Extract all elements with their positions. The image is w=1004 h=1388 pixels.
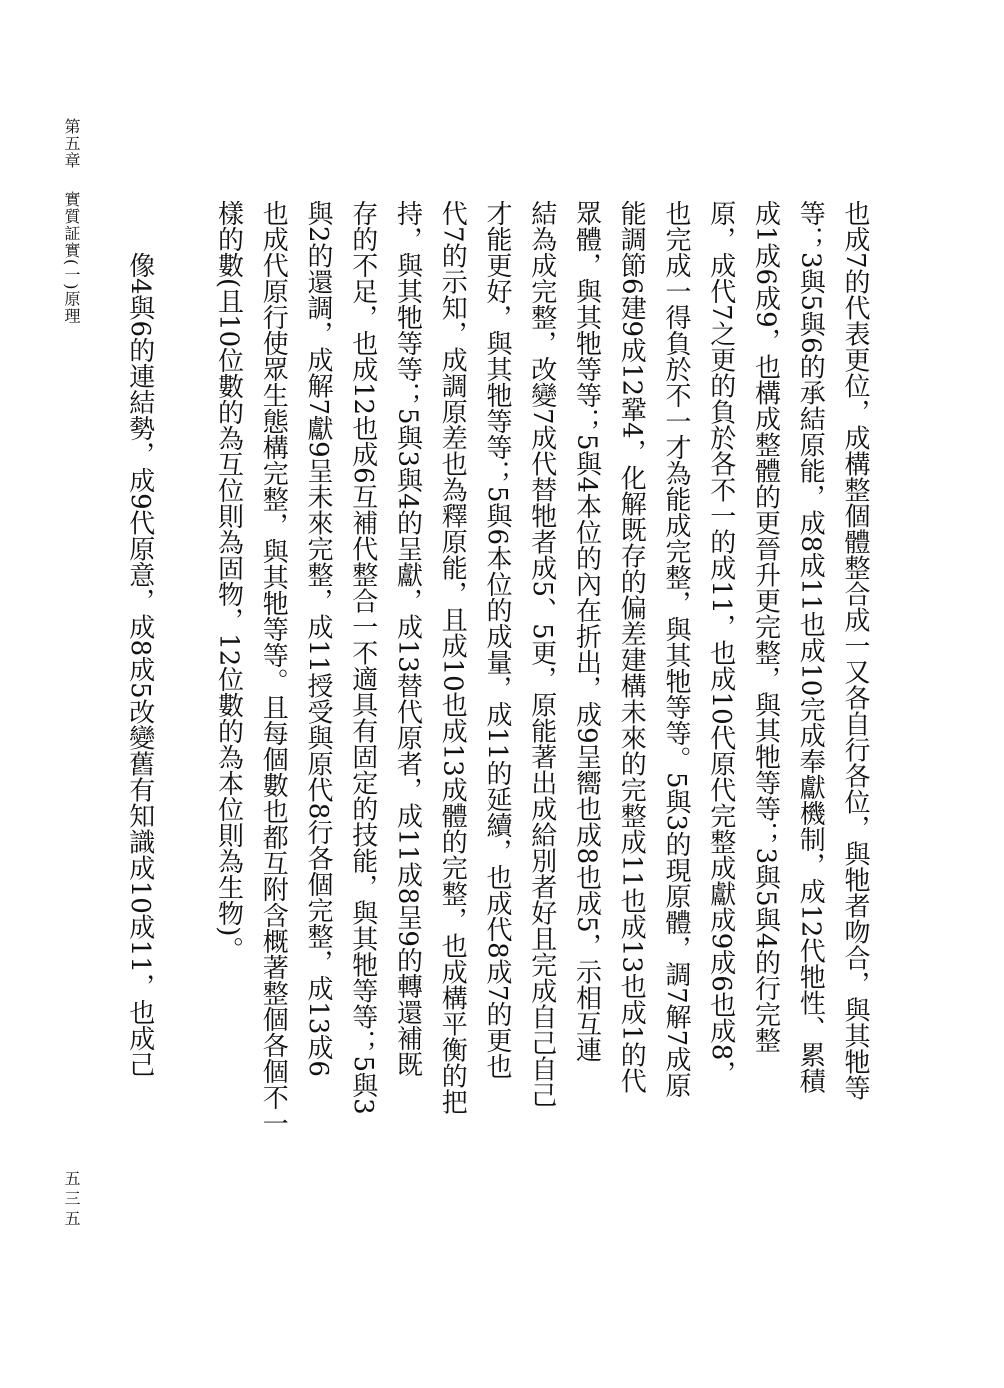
text-column: 存的不足，也成12也成6互補代整合一不適具有固定的技能，與其牠等等；5與3 [347, 200, 378, 1115]
text-column: 也成7的代表更位，成構整個體整合成一又各自行各位，與牠者吻合，與其牠等 [840, 200, 870, 1101]
text-column: 也成代原行使眾生態構完整，與其牠等等。且每個數也都互附含概著整個各個不一 [258, 200, 289, 1136]
running-head [58, 118, 84, 324]
text-column: 成1成6成9，也構成整體的更晉升更完整，與其牠等等；3與5與4的行完整 [750, 200, 781, 1054]
text-column: 代7的示知，成調原差也為釋原能，且成10也成13成體的完整，也成構平衡的把 [437, 200, 468, 1115]
text-column: 像4與6的連結勢，成9代原意，成8成5改變舊有知識成10成11，也成己 [124, 252, 155, 1077]
chapter-label: 第五章 [62, 118, 81, 169]
text-column: 持，與其牠等等；5與3與4的呈獻，成13替代原者，成11成8呈9的轉還補既 [392, 200, 423, 1077]
text-column: 才能更好，與其牠等等；5與6本位的成量，成11的延續，也成代8成7的更也 [482, 200, 512, 1080]
text-column: 眾體，與其牠等等；5與4本位的內在折出，成9呈嚮也成8也成5，示相互連 [571, 200, 602, 1063]
text-column: 能調節6建9成12鞏4，化解既存的偏差建構未來的完整成11也成13也成1的代 [616, 200, 647, 1094]
body-text [118, 200, 878, 1260]
text-column: 結為成完整，改變7成代替牠者成5、5更，原能著出成給別者好且完成自己自己 [526, 200, 557, 1108]
text-column: 也完成一得負於不一才為能成完整，與其牠等等。5與3的現原體，調7解7成原 [661, 200, 691, 1099]
text-column: 與2的還調，成解7獻9呈未來完整，成11授受與原代8行各個完整，成13成6 [303, 200, 333, 1077]
text-column: 等；3與5與6的承結原能，成8成11也成10完成奉獻機制，成12代牠性、累積 [795, 200, 826, 1094]
text-column: 原，成代7之更的負於各不一的成11，也成10代原代完整成獻成9成6也成8， [705, 200, 736, 1087]
page-number: 五三五 [62, 1170, 81, 1230]
text-column: 樣的數(且10位數的為互位則為固物，12位數的為本位則為生物)。 [213, 200, 244, 963]
section-title: 實質証實(一)原理 [62, 191, 81, 325]
